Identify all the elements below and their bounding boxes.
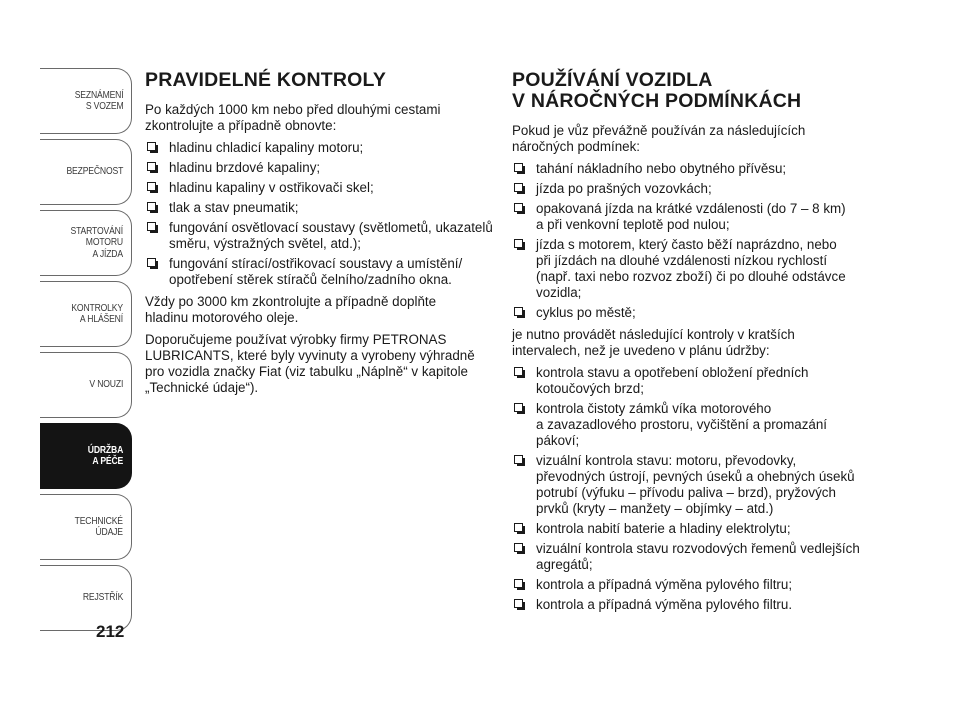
conditions-list	[512, 161, 877, 321]
list-item: jízda s motorem, který často běží naprázdno, nebo při jízdách na dlouhé vzdálenosti nízkou rychlostí (např. taxi nebo rozvoz zboží) či po dlouhé odstávce vozidla;	[512, 237, 877, 301]
checkbox-icon	[147, 182, 156, 191]
tab-seznameni[interactable]	[40, 68, 132, 134]
checkbox-icon	[514, 455, 523, 464]
tab-label: BEZPEČNOST	[66, 165, 123, 178]
tab-label: SEZNÁMENÍ S VOZEM	[74, 88, 123, 112]
oil-check-text: Vždy po 3000 km zkontrolujte a případně doplňte hladinu motorového oleje.	[145, 294, 437, 325]
checks-list	[512, 365, 877, 613]
list-item: kontrola čistoty zámků víka motorového a zavazadlového prostoru, vyčištění a promazání pákoví;	[512, 401, 877, 449]
checkbox-icon	[147, 258, 156, 267]
list-item: tahání nákladního nebo obytného přívěsu;	[512, 161, 877, 177]
checkbox-icon	[514, 203, 523, 212]
page-number: 212	[96, 622, 125, 641]
middle-text: je nutno provádět následující kontroly v kratších intervalech, než je uvedeno v plánu údržby:	[512, 327, 795, 358]
list-item: fungování osvětlovací soustavy (světlometů, ukazatelů směru, výstražných světel, atd.);	[145, 220, 500, 252]
tab-startovani[interactable]	[40, 210, 132, 276]
checkbox-icon	[147, 202, 156, 211]
tab-label: REJSTŘÍK	[82, 591, 123, 604]
tab-label: V NOUZI	[89, 378, 123, 391]
tab-label: TECHNICKÉ ÚDAJE	[74, 514, 123, 538]
tab-v-nouzi[interactable]	[40, 352, 132, 418]
intro-text: Pokud je vůz převážně používán za následujících náročných podmínek:	[512, 123, 806, 154]
intro-text: Po každých 1000 km nebo před dlouhými cestami zkontrolujte a případně obnovte:	[145, 102, 441, 133]
tab-label: STARTOVÁNÍ MOTORU A JÍZDA	[70, 224, 123, 260]
checkbox-icon	[147, 222, 156, 231]
checkbox-icon	[514, 403, 523, 412]
list-item: kontrola nabití baterie a hladiny elektrolytu;	[512, 521, 877, 537]
list-item: opakovaná jízda na krátké vzdálenosti (do 7 – 8 km) a při venkovní teplotě pod nulou;	[512, 201, 877, 233]
list-item: cyklus po městě;	[512, 305, 877, 321]
list-item: fungování stírací/ostřikovací soustavy a umístění/ opotřebení stěrek stíračů čelního/zadního okna.	[145, 256, 500, 288]
list-item: jízda po prašných vozovkách;	[512, 181, 877, 197]
check-list	[145, 140, 500, 288]
list-item: tlak a stav pneumatik;	[145, 200, 500, 216]
tab-label: KONTROLKY A HLÁŠENÍ	[71, 301, 123, 325]
list-item: hladinu kapaliny v ostřikovači skel;	[145, 180, 500, 196]
checkbox-icon	[147, 162, 156, 171]
list-item: vizuální kontrola stavu rozvodových řemenů vedlejších agregátů;	[512, 541, 877, 573]
list-item: vizuální kontrola stavu: motoru, převodovky, převodných ústrojí, pevných úseků a ohebných úseků potrubí (výfuku – přívodu paliva – brzd), pryžových prvků (kryty – manžety – objímky – atd.)	[512, 453, 877, 517]
checkbox-icon	[514, 239, 523, 248]
tab-kontrolky[interactable]	[40, 281, 132, 347]
checkbox-icon	[514, 523, 523, 532]
checkbox-icon	[514, 579, 523, 588]
list-item: kontrola a případná výměna pylového filtru;	[512, 577, 877, 593]
list-item: hladinu brzdové kapaliny;	[145, 160, 500, 176]
list-item: kontrola stavu a opotřebení obložení předních kotoučových brzd;	[512, 365, 877, 397]
section-regular-checks	[145, 70, 500, 402]
section-title: POUŽÍVÁNÍ VOZIDLA V NÁROČNÝCH PODMÍNKÁCH	[512, 69, 802, 112]
recommendation-text: Doporučujeme používat výrobky firmy PETRONAS LUBRICANTS, které byly vyvinuty a vyrobeny výhradně pro vozidla značky Fiat (viz tabulku „Náplně“ v kapitole „Technické údaje“).	[145, 332, 475, 395]
tab-technicke-udaje[interactable]	[40, 494, 132, 560]
section-severe-conditions	[512, 70, 877, 619]
checkbox-icon	[514, 307, 523, 316]
checkbox-icon	[514, 367, 523, 376]
tab-bezpecnost[interactable]	[40, 139, 132, 205]
checkbox-icon	[514, 163, 523, 172]
section-title: PRAVIDELNÉ KONTROLY	[145, 69, 387, 91]
checkbox-icon	[514, 183, 523, 192]
list-item: kontrola a případná výměna pylového filtru.	[512, 597, 877, 613]
checkbox-icon	[514, 543, 523, 552]
checkbox-icon	[147, 142, 156, 151]
tab-label: ÚDRŽBA A PÉČE	[87, 443, 123, 467]
chapter-tabs	[40, 68, 132, 636]
checkbox-icon	[514, 599, 523, 608]
tab-udrzba-active[interactable]	[40, 423, 132, 489]
list-item: hladinu chladicí kapaliny motoru;	[145, 140, 500, 156]
